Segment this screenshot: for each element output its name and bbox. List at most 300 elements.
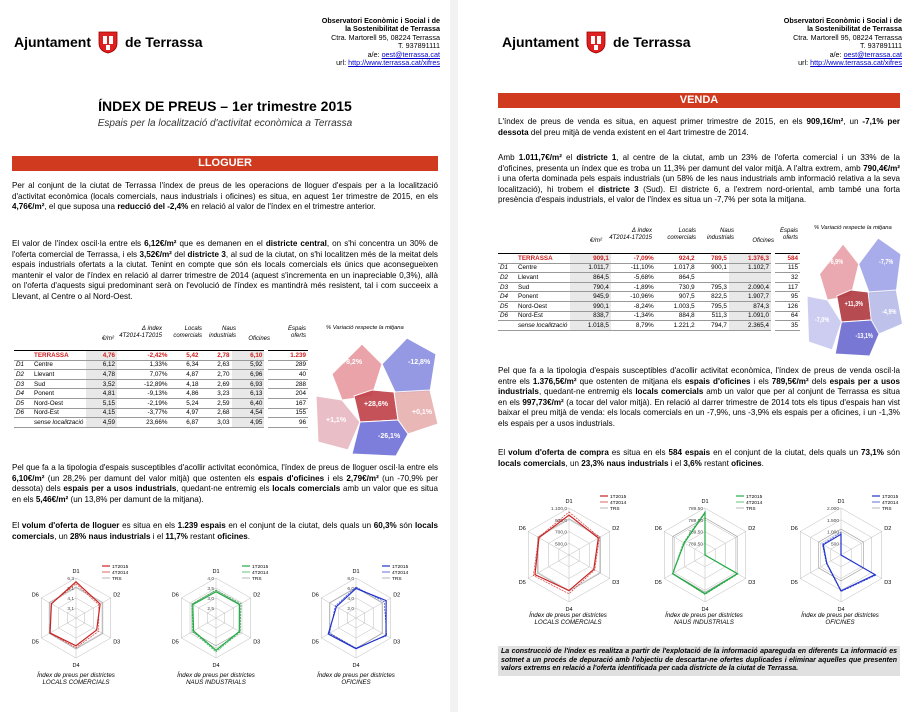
body-text: Amb [498,153,519,162]
body-text: (a tocar del valor mitjà). En relació al darrer trimestre de 2014 tots els tipus d'espais han vist baixar el preu mitjà de venda: els locals comercials en un -7,9%, uns -3,9% els espais per a oficines, i un -1,3% els espais per a usos industrials. [498,397,900,428]
table-cell: Sud [32,379,86,389]
table-cell: 2,70 [201,370,232,380]
legend-label: TRS [392,577,402,582]
lloguer-paragraph-3 [12,463,438,505]
hdr-naus: Naus industrials [706,228,734,241]
table-cell: D4 [14,389,32,399]
radar-axis-label: D1 [701,499,709,505]
email-label: a/e: [829,49,842,59]
table-cell: D2 [14,370,32,380]
highlight-text: volum d'oferta de lloguer [21,521,120,530]
dept-line2: la Sostenibilitat de Terrassa [345,24,440,34]
table-cell: -1,89% [611,282,656,292]
body-text: , quedant-ne entremig els [176,484,273,494]
table-cell: Centre [32,360,86,370]
radar-axis-label: D3 [393,639,401,646]
highlight-text: 23,3% naus industrials [581,458,669,468]
lloguer-paragraph-1 [12,181,438,213]
body-text: El valor de l'índex oscil·la entre els [12,239,145,248]
table-cell: 990,1 [570,301,611,311]
table-cell: D6 [498,311,516,321]
city-shield-icon [585,30,607,54]
legend-label: 4T2014 [252,571,269,576]
dept-line1: Observatori Econòmic i Social i de [783,16,902,25]
highlight-text: 11,7% [165,531,188,541]
table-cell: 5,42 [169,351,200,361]
legend-label: TRS [112,577,122,582]
table-cell: Sud [516,282,570,292]
table-cell: 167 [266,398,308,408]
district-label: +28,6% [364,401,388,408]
table-cell: 794,7 [697,321,729,331]
radar-axis-label: D6 [171,592,179,599]
highlight-text: 6,10€/m² [12,473,45,483]
district-label: +8,2% [342,359,363,366]
highlight-text: 1.011,7€/m² [518,153,562,162]
lloguer-table [14,350,308,428]
highlight-text: 790,4€/m² [863,163,900,173]
email-label: a/e: [367,49,380,59]
table-cell: 864,5 [570,273,611,283]
table-cell: D5 [498,301,516,311]
radar-venda-locals [504,490,634,612]
table-cell: 288 [266,379,308,389]
venda-map-title: % Variació respecte la mitjana [814,225,892,231]
table-cell: 117 [773,282,800,292]
legend-label: 1T2015 [882,495,899,500]
table-row [14,370,308,380]
table-cell: 1.102,7 [729,263,773,273]
body-text: en el conjunt de la ciutat, dels quals un [225,521,374,530]
ajuntament-logo [14,30,203,54]
radar-tick-label: 2.000 [826,507,839,512]
radar-axis-label: D2 [113,592,121,599]
lloguer-paragraph-4 [12,521,438,542]
url-link[interactable]: http://www.terrassa.cat/xifres [348,58,440,68]
body-text: amb un valor que es situa en els [12,484,438,504]
table-cell: 511,3 [697,311,729,321]
radar-caption-lloguer-oficines: Índex de preus per districtes OFICINES [317,672,395,686]
radar-axis-label: D3 [113,639,121,646]
radar-tick-label: 3,5 [207,587,214,592]
radar-tick-label: 5,1 [67,587,74,592]
table-cell: D6 [14,408,32,418]
org-name-part1: Ajuntament [14,34,91,50]
table-cell: Centre [516,263,570,273]
table-cell: 6,34 [169,360,200,370]
radar-caption-lloguer-naus: Índex de preus per districtes NAUS INDUSTRIALS [177,672,255,686]
highlight-text: espais d'oficines [684,376,751,386]
district-label: +0,1% [412,409,433,416]
body-text: restant [187,531,218,541]
table-cell: 4,86 [169,389,200,399]
email-link[interactable]: oest@terrassa.cat [843,49,902,59]
radar-tick-label: 789,50 [688,518,703,524]
radar-axis-label: D3 [884,580,892,586]
radar-series-current [535,515,598,590]
hdr-naus: Naus industrials [208,326,236,339]
methodology-note: La construcció de l'índex es realitza a partir de l'explotació de la informació apareguda en diferents La informació es sotmet a un procés de depuració amb l'objectiu de descartar-ne ofertes duplicades i eliminar aquelles que presenten valors extrems en relació a l'oferta identificada per cada districte de la ciutat de Terrassa. [498,646,900,676]
body-text: , on s'hi concentra un 30% de l'oferta comercial de Terrassa, i els [12,239,438,259]
table-cell: 35 [773,321,800,331]
district-label: +1,1% [326,417,347,424]
body-text: Pel que fa a la tipologia d'espais susceptibles d'acollir activitat econòmica, l'índex de preus de lloguer oscil·la entre els [12,463,438,472]
page-venda [458,0,908,712]
radar-tick-label: 4,0 [347,597,354,602]
body-text: en relació al valor de l'índex en el trimestre anterior. [188,202,376,212]
radar-caption-venda-naus: Índex de preus per districtes NAUS INDUSTRIALS [665,612,743,626]
body-text: del preu mitjà de venda existent en el 4art trimestre de 2014. [528,127,749,137]
table-cell: -7,09% [611,254,656,264]
table-cell: 5,15 [86,398,117,408]
legend-label: 4T2014 [112,571,129,576]
district-label: +11,3% [844,300,863,309]
table-cell: 32 [773,273,800,283]
radar-axis-label: D4 [72,663,80,668]
table-cell: 4,95 [232,418,267,428]
table-cell: D3 [14,379,32,389]
radar-caption-venda-oficines: Índex de preus per districtes OFICINES [801,612,879,626]
district-label: -12,8% [408,359,431,366]
section-bar-lloguer: LLOGUER [12,156,438,171]
body-text: en el conjunt de la ciutat, dels quals un [710,448,862,457]
table-row [498,273,800,283]
venda-paragraph-4 [498,448,900,469]
table-cell: 115 [773,263,800,273]
highlight-text: reducció del -2,4% [117,202,189,212]
radar-axis-label: D6 [654,526,662,532]
table-cell: 3,03 [201,418,232,428]
body-text: i el [150,531,166,541]
body-text: i el [668,458,684,468]
table-cell: -1,34% [611,311,656,321]
radar-series-prev [533,512,599,594]
radar-venda-naus [640,490,770,612]
org-name-part1: Ajuntament [502,34,579,50]
table-cell: Llevant [32,370,86,380]
lloguer-paragraph-2 [12,239,438,303]
table-cell: 1,33% [117,360,169,370]
table-cell: 5,24 [169,398,200,408]
highlight-text: espais per a usos industrials [63,484,177,494]
radar-lloguer-oficines [296,560,416,668]
radar-axis-label: D5 [518,580,526,586]
table-cell: 40 [266,370,308,380]
table-cell: 1.239 [266,351,308,361]
radar-tick-label: 6,0 [347,587,354,592]
radar-axis-label: D6 [31,592,39,599]
radar-axis-label: D3 [748,580,756,586]
table-cell: 126 [773,301,800,311]
table-cell: 3,52 [86,379,117,389]
highlight-text: 3,6% [683,458,702,468]
table-row [498,263,800,273]
venda-district-map [804,234,904,358]
body-text: són [396,521,416,530]
highlight-text: 997,73€/m² [522,397,564,407]
table-cell: Ponent [516,292,570,302]
highlight-text: 73,1% [861,448,884,457]
radar-tick-label: 4,1 [67,597,74,602]
table-cell: 6,40 [232,398,267,408]
table-cell: 4,81 [86,389,117,399]
ajuntament-logo-2 [502,30,691,54]
table-row [14,408,308,418]
radar-tick-label: 500,0 [554,542,567,548]
highlight-text: volum d'oferta de compra [508,448,609,457]
highlight-text: districte 3 [598,184,639,194]
table-cell: 6,12 [86,360,117,370]
table-cell: 4,76 [86,351,117,361]
table-cell: D1 [498,263,516,273]
body-text: el [561,153,577,162]
table-cell: -3,77% [117,408,169,418]
table-cell: 64 [773,311,800,321]
legend-label: 4T2014 [392,571,409,576]
body-text: (un -70,9% per dessota) dels [12,473,438,494]
legend-label: TRS [746,507,756,512]
table-cell: D2 [498,273,516,283]
table-cell: 95 [773,292,800,302]
highlight-text: districte 1 [576,153,617,162]
table-cell: 6,13 [232,389,267,399]
highlight-text: districte 3 [187,249,226,259]
table-cell [729,273,773,283]
table-cell: 924,2 [656,254,697,264]
table-row [498,282,800,292]
radar-tick-label: 8,0 [347,577,354,582]
radar-series-prev [192,590,241,652]
district-label: -7,0% [814,316,830,325]
table-cell: 8,79% [611,321,656,331]
lloguer-district-map [312,334,440,458]
hdr-espais: Espais oferts [779,228,798,241]
district-label: -4,9% [882,308,897,317]
radar-tick-label: 789,50 [688,542,703,548]
hdr-locals: Locals comercials [173,326,202,339]
highlight-text: oficines [217,531,248,541]
table-cell: 5,92 [232,360,267,370]
table-cell: 7,07% [117,370,169,380]
radar-axis-label: D5 [171,639,179,646]
body-text: restant [701,458,732,468]
url-link[interactable]: http://www.terrassa.cat/xifres [810,58,902,68]
table-cell: 1.907,7 [729,292,773,302]
city-shield-icon [97,30,119,54]
radar-tick-label: 4,0 [207,577,214,582]
hdr-eur-m2: €/m² [590,238,602,244]
table-cell: 96 [266,418,308,428]
highlight-text: locals comercials [635,387,704,397]
radar-axis-label: D4 [565,607,573,612]
body-text: , quedant-ne entremig els [538,387,636,397]
table-cell: -2,19% [117,398,169,408]
highlight-text: 584 espais [668,448,711,457]
radar-venda-oficines [776,490,906,612]
total-row [14,351,308,361]
radar-caption-venda-locals: Índex de preus per districtes LOCALS COMERCIALS [529,612,607,626]
legend-label: 4T2014 [610,501,627,506]
highlight-text: 1.239 espais [177,521,226,530]
table-row [498,292,800,302]
table-cell: sense localització [516,321,570,331]
radar-axis-label: D2 [253,592,261,599]
body-text: Per al conjunt de la ciutat de Terrassa l'índex de preus de les operacions de lloguer d'espais per a la localització d'activitat econòmica (locals comercials, naus industrials i oficines) es situa, en aquest 1er trimestre de 2015, en els [12,181,438,201]
table-cell: 1.011,7 [570,263,611,273]
table-cell: 6,96 [232,370,267,380]
legend-label: 1T2015 [112,565,129,570]
legend-label: 1T2015 [252,565,269,570]
body-text: es situa en els [608,448,669,457]
legend-label: TRS [252,577,262,582]
url-label: url: [798,58,809,68]
table-cell: 945,9 [570,292,611,302]
phone: T. 937891111 [860,41,902,51]
table-cell: 3,23 [201,389,232,399]
table-cell: 907,5 [656,292,697,302]
legend-label: 1T2015 [746,495,763,500]
radar-tick-label: 2,0 [347,607,354,612]
body-text: , un [843,117,863,126]
table-cell: 4,97 [169,408,200,418]
radar-tick-label: 789,50 [688,507,703,512]
hdr-locals: Locals comercials [667,228,696,241]
legend-label: TRS [882,507,892,512]
radar-axis-label: D5 [654,580,662,586]
table-cell: -5,68% [611,273,656,283]
radar-tick-label: 6,3 [67,577,74,582]
highlight-text: 1.376,5€/m² [532,376,577,386]
body-text: amb un valor que per al conjunt de Terrassa es situa en els [498,387,900,407]
table-cell: 2.365,4 [729,321,773,331]
table-cell: -10,96% [611,292,656,302]
table-cell: 730,9 [656,282,697,292]
table-cell: 838,7 [570,311,611,321]
radar-axis-label: D1 [837,499,845,505]
table-cell: D1 [14,360,32,370]
table-cell: 874,3 [729,301,773,311]
highlight-text: 6,12€/m² [144,239,177,248]
dept-line1: Observatori Econòmic i Social i de [321,16,440,25]
highlight-text: 5,46€/m² [35,494,69,504]
highlight-text: 60,3% [373,521,397,530]
table-cell: 6,93 [232,379,267,389]
body-text: (Sud). El districte 6, a l'extrem nord-oriental, amb també una forta presència d'espais industrials, el valor de l'índex es situa un -7,7% per sota la mitjana. [498,184,900,205]
table-cell: 795,3 [697,282,729,292]
body-text: L'índex de preus de venda es situa, en aquest primer trimestre de 2015, en els [498,117,807,126]
body-text: es situa en els [119,521,178,530]
table-cell: 4,54 [232,408,267,418]
body-text: , al centre de la ciutat, amb un 23% de l'oferta comercial i un 33% de la d'oficines, presenta un índex que es troba un 11,3% per damunt del valor mitjà. A l'altra extrem, amb [498,153,900,173]
table-cell: 6,87 [169,418,200,428]
email-link[interactable]: oest@terrassa.cat [381,49,440,59]
body-text: del [171,249,188,259]
radar-caption-lloguer-locals: Índex de preus per districtes LOCALS COMERCIALS [37,672,115,686]
org-name-part2: de Terrassa [125,34,203,50]
radar-axis-label: D1 [72,569,80,575]
hdr-delta: Δ índex 4T2014-1T2015 [609,228,652,241]
table-cell: 1.091,0 [729,311,773,321]
highlight-text: districte central [265,239,327,248]
table-cell: 23,66% [117,418,169,428]
table-cell: TERRASSA [32,351,86,361]
legend-label: 4T2014 [882,501,899,506]
radar-axis-label: D4 [701,607,709,612]
highlight-text: 28% naus industrials [70,531,151,541]
body-text: , al sud de la ciutat, on s'hi localitzen més de la meitat dels espais industrials ofertats a la ciutat. Tenint en compte que són els locals comercials els únics que aconsegueixen mantenir el valor de l'índex en relació al darrer trimestre de 2014 (aquest s'incrementa en un inapreciable 0,3%), allà on l'oferta d'aquests sigui predominant serà on l'evolució de l'índex es mantindrà més resistent, tal i com succeeix a Llevant, al Centre o al Nord-Oest. [12,249,438,301]
radar-lloguer-naus [156,560,276,668]
table-cell: 1.018,5 [570,321,611,331]
body-text: que ostenten de mitjana els [576,376,685,386]
address: Ctra. Martorell 95, 08224 Terrassa [331,32,440,42]
table-cell: 1.221,2 [656,321,697,331]
hdr-eur-m2: €/m² [102,336,114,342]
radar-axis-label: D5 [790,580,798,586]
highlight-text: espais per a usos industrials [498,376,900,397]
district-label: +6,9% [827,258,844,267]
body-text: que es demanen en el [176,239,266,248]
table-cell: D4 [498,292,516,302]
table-cell: 1.017,8 [656,263,697,273]
document-subtitle: Espais per la localització d'activitat econòmica a Terrassa [97,118,353,129]
radar-axis-label: D2 [748,526,756,532]
phone: T. 937891111 [398,41,440,51]
radar-axis-label: D6 [311,592,319,599]
radar-axis-label: D6 [518,526,526,532]
table-cell: 4,15 [86,408,117,418]
table-cell [498,321,516,331]
highlight-text: -7,1% per dessota [498,117,900,137]
hdr-oficines: Oficines [752,238,774,244]
radar-tick-label: 3,0 [207,597,214,602]
radar-axis-label: D2 [612,526,620,532]
radar-axis-label: D4 [212,663,220,668]
body-text: . [761,458,764,468]
table-cell: Ponent [32,389,86,399]
radar-tick-label: 500 [830,542,839,548]
table-cell: -9,13% [117,389,169,399]
radar-axis-label: D6 [790,526,798,532]
district-label: -26,1% [378,433,401,440]
section-bar-venda: VENDA [498,93,900,108]
table-cell: 900,1 [697,263,729,273]
table-row [14,360,308,370]
radar-tick-label: 1.000 [826,530,839,536]
radar-series-current [50,582,100,646]
table-row [14,379,308,389]
venda-paragraph-3 [498,366,900,430]
page-gutter [450,0,458,712]
body-text: (un 28,2% per damunt del valor mitjà) que ostenten els [44,473,259,483]
district-label: -7,7% [879,258,894,267]
hdr-delta: Δ índex 4T2014-1T2015 [119,326,162,339]
table-cell: D5 [14,398,32,408]
body-text: (un 13,8% per damunt de la mitjana). [68,494,204,504]
org-contact-2 [784,17,902,67]
table-cell: 2,68 [201,408,232,418]
table-cell: 4,18 [169,379,200,389]
district-label: -13,1% [855,332,873,341]
radar-axis-label: D5 [31,639,39,646]
body-text: i els [750,376,772,386]
radar-axis-label: D3 [612,580,620,586]
table-cell: 2,63 [201,360,232,370]
table-cell: 4,78 [86,370,117,380]
radar-tick-label: 900,0 [554,518,567,524]
highlight-text: oficines [731,458,762,468]
highlight-text: locals comercials [498,458,566,468]
body-text: i els [324,473,347,483]
